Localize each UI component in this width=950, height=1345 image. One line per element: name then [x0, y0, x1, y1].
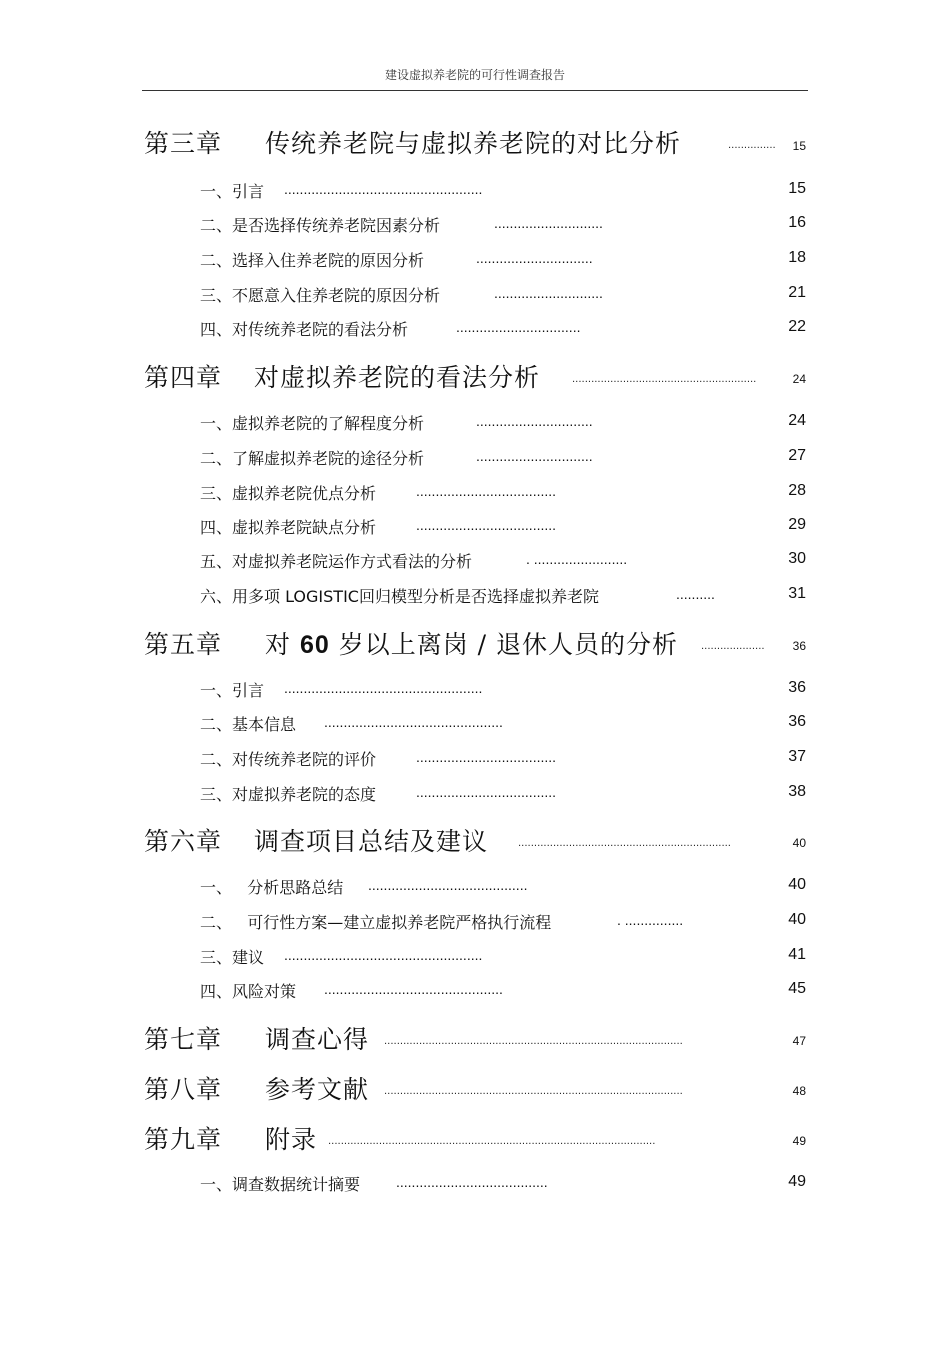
section-page: 18 [788, 249, 806, 266]
section-page: 38 [788, 783, 806, 800]
dot-leader: .............................................................................................. [384, 1086, 683, 1097]
section-title: 二、了解虚拟养老院的途径分析 [200, 449, 425, 468]
section-title: 二、基本信息 [200, 715, 297, 734]
toc-section[interactable] [0, 179, 950, 201]
toc-section[interactable] [0, 446, 950, 468]
section-title: 一、虚拟养老院的了解程度分析 [200, 414, 425, 433]
chapter-number: 第九章 [144, 1125, 223, 1154]
chapter-number: 第七章 [144, 1025, 223, 1054]
section-title: 三、建议 [200, 948, 265, 967]
chapter-page: 48 [792, 1084, 806, 1098]
section-page: 22 [788, 318, 806, 335]
chapter-number: 第八章 [144, 1075, 223, 1104]
section-page: 28 [788, 482, 806, 499]
toc-chapter-8[interactable] [0, 1070, 950, 1104]
dot-leader: .................................... [416, 483, 557, 499]
chapter-page: 49 [792, 1134, 806, 1148]
dot-leader: ....................................... [396, 1174, 548, 1190]
section-title: 四、对传统养老院的看法分析 [200, 320, 409, 339]
chapter-page: 47 [792, 1034, 806, 1048]
dot-leader: .......................................................... [572, 374, 757, 385]
chapter-title [265, 625, 678, 661]
dot-leader: ................................ [456, 319, 581, 335]
dot-leader: .............................................................................................. [384, 1036, 683, 1047]
toc-section[interactable] [0, 875, 950, 897]
section-title: 二、 可行性方案—建立虚拟养老院严格执行流程 [200, 913, 552, 932]
section-title: 四、虚拟养老院缺点分析 [200, 518, 377, 537]
toc-chapter-5[interactable] [0, 625, 950, 659]
section-page: 21 [788, 284, 806, 301]
section-page: 49 [788, 1173, 806, 1190]
toc-chapter-3[interactable] [0, 124, 950, 158]
toc-chapter-9[interactable] [0, 1120, 950, 1154]
section-page: 37 [788, 748, 806, 765]
toc-section[interactable] [0, 411, 950, 433]
dot-leader: .................... [701, 641, 765, 652]
section-page: 36 [788, 713, 806, 730]
section-page: 36 [788, 679, 806, 696]
section-page: 40 [788, 911, 806, 928]
dot-leader: ............................ [494, 285, 603, 301]
chapter-title-post: 岁以上离岗 / 退休人员的分析 [329, 630, 679, 659]
dot-leader: .......... [676, 586, 715, 602]
toc-section[interactable] [0, 945, 950, 967]
section-title: 二、是否选择传统养老院因素分析 [200, 216, 441, 235]
toc-section[interactable] [0, 515, 950, 537]
chapter-title-number: 60 [299, 631, 330, 659]
toc-section[interactable] [0, 1172, 950, 1194]
chapter-title: 传统养老院与虚拟养老院的对比分析 [265, 129, 682, 158]
toc-section[interactable] [0, 248, 950, 270]
dot-leader: . ............... [617, 912, 684, 928]
dot-leader: .................................... [416, 749, 557, 765]
chapter-page: 40 [792, 836, 806, 850]
chapter-number: 第六章 [144, 827, 223, 856]
toc-section[interactable] [0, 481, 950, 503]
dot-leader: .............................................. [324, 981, 503, 997]
section-title: 三、虚拟养老院优点分析 [200, 484, 377, 503]
chapter-title: 附录 [265, 1125, 318, 1154]
dot-leader: .............................. [476, 448, 593, 464]
toc-section[interactable] [0, 979, 950, 1001]
section-page: 45 [788, 980, 806, 997]
toc-section[interactable] [0, 584, 950, 606]
dot-leader: .............................. [476, 250, 593, 266]
section-title: 五、对虚拟养老院运作方式看法的分析 [200, 552, 473, 571]
chapter-number: 第五章 [144, 630, 223, 659]
dot-leader: . ........................ [526, 551, 628, 567]
chapter-page: 15 [792, 139, 806, 153]
section-title: 一、引言 [200, 182, 265, 201]
section-page: 31 [788, 585, 806, 602]
dot-leader: ............... [728, 140, 776, 151]
dot-leader: ................................................... [284, 680, 483, 696]
chapter-title: 对虚拟养老院的看法分析 [254, 363, 541, 392]
chapter-title: 调查项目总结及建议 [254, 827, 489, 856]
chapter-number: 第三章 [144, 129, 223, 158]
chapter-title: 调查心得 [265, 1025, 370, 1054]
chapter-number: 第四章 [144, 363, 223, 392]
chapter-page: 36 [792, 639, 806, 653]
toc-section[interactable] [0, 782, 950, 804]
section-page: 27 [788, 447, 806, 464]
toc-section[interactable] [0, 910, 950, 932]
section-page: 24 [788, 412, 806, 429]
toc-section[interactable] [0, 712, 950, 734]
toc-chapter-6[interactable] [0, 822, 950, 856]
section-page: 41 [788, 946, 806, 963]
section-title: 二、对传统养老院的评价 [200, 750, 377, 769]
section-page: 30 [788, 550, 806, 567]
section-title: 三、不愿意入住养老院的原因分析 [200, 286, 441, 305]
section-title: 一、引言 [200, 681, 265, 700]
toc-section[interactable] [0, 747, 950, 769]
dot-leader: ......................................... [368, 877, 528, 893]
chapter-title: 参考文献 [265, 1075, 370, 1104]
chapter-title-pre: 对 [265, 630, 300, 659]
dot-leader: ............................ [494, 215, 603, 231]
section-title: 一、调查数据统计摘要 [200, 1175, 361, 1194]
dot-leader: ....................................................................................................... [328, 1136, 656, 1147]
dot-leader: .............................................. [324, 714, 503, 730]
section-page: 15 [788, 180, 806, 197]
section-page: 29 [788, 516, 806, 533]
dot-leader: .................................... [416, 517, 557, 533]
toc-section[interactable] [0, 549, 950, 571]
running-header: 建设虚拟养老院的可行性调查报告 [384, 68, 565, 82]
dot-leader: .................................... [416, 784, 557, 800]
toc-section[interactable] [0, 283, 950, 305]
dot-leader: ................................................... [284, 947, 483, 963]
dot-leader: ................................................... [284, 181, 483, 197]
toc-section[interactable] [0, 678, 950, 700]
section-title: 三、对虚拟养老院的态度 [200, 785, 377, 804]
section-page: 16 [788, 214, 806, 231]
toc-chapter-7[interactable] [0, 1020, 950, 1054]
chapter-page: 24 [792, 372, 806, 386]
section-title: 六、用多项 LOGISTIC回归模型分析是否选择虚拟养老院 [200, 587, 599, 606]
dot-leader: .............................. [476, 413, 593, 429]
section-title: 二、选择入住养老院的原因分析 [200, 251, 425, 270]
toc-section[interactable] [0, 317, 950, 339]
section-page: 40 [788, 876, 806, 893]
toc-section[interactable] [0, 213, 950, 235]
toc-chapter-4[interactable] [0, 358, 950, 392]
section-title: 四、风险对策 [200, 982, 297, 1001]
section-title: 一、 分析思路总结 [200, 878, 344, 897]
dot-leader: ................................................................... [518, 838, 731, 849]
